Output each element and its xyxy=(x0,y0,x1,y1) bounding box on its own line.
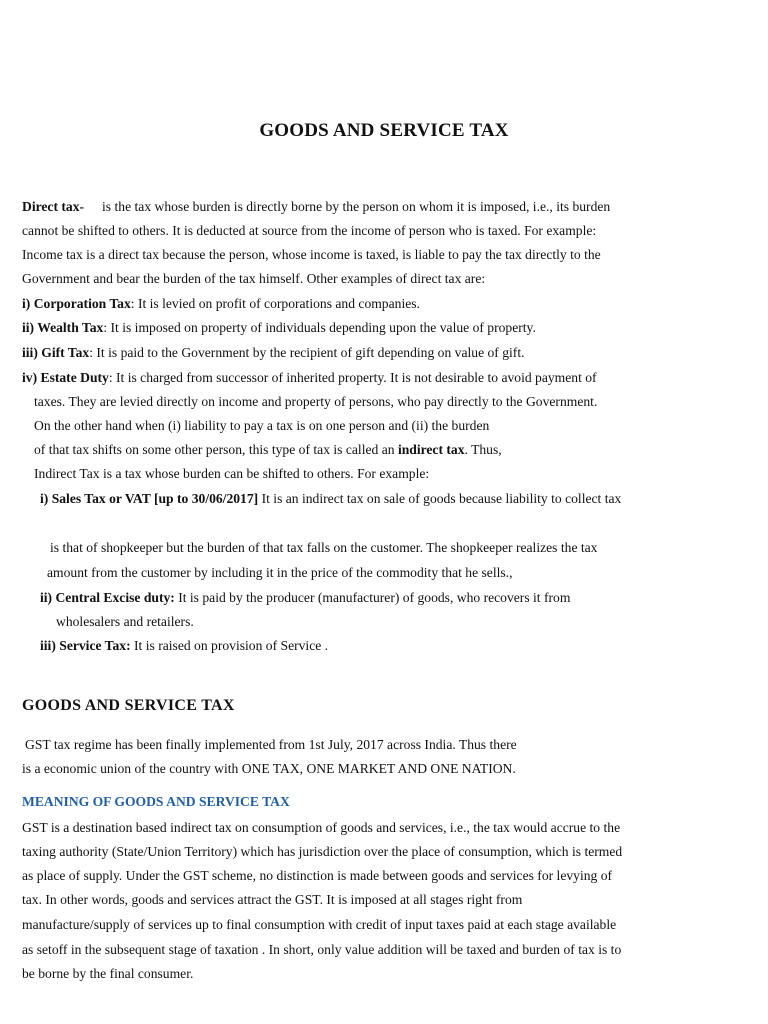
direct-tax-line-1-text: is the tax whose burden is directly borne by the person on whom it is imposed, i.e., its burden xyxy=(102,199,611,214)
meaning-line: as setoff in the subsequent stage of taxation . In short, only value addition will be taxed and burden of tax is to xyxy=(22,942,622,957)
gst-intro-line-1: GST tax regime has been finally implemented from 1st July, 2017 across India. Thus there xyxy=(25,737,517,752)
indirect-line-3: Indirect Tax is a tax whose burden can be shifted to others. For example: xyxy=(34,466,430,481)
excise-duty-text: It is paid by the producer (manufacturer) of goods, who recovers it from xyxy=(174,590,571,605)
indirect-line-2-pre: of that tax shifts on some other person, this type of tax is called an xyxy=(34,442,398,457)
indirect-item-sales xyxy=(40,490,621,508)
direct-item-gift xyxy=(22,344,525,362)
direct-item-wealth xyxy=(22,319,536,337)
sales-tax-term: i) Sales Tax or VAT [up to 30/06/2017] xyxy=(40,491,259,506)
indirect-line-1: On the other hand when (i) liability to pay a tax is on one person and (ii) the burden xyxy=(34,418,490,433)
page-title: GOODS AND SERVICE TAX xyxy=(259,120,509,141)
excise-duty-continuation: wholesalers and retailers. xyxy=(56,614,194,629)
direct-item-text: : It is charged from successor of inherited property. It is not desirable to avoid payment of xyxy=(108,370,597,385)
direct-item-term: i) Corporation Tax xyxy=(22,296,131,311)
direct-tax-line-4: Government and bear the burden of the tax himself. Other examples of direct tax are: xyxy=(22,271,486,286)
sales-tax-text: It is an indirect tax on sale of goods because liability to collect tax xyxy=(258,491,622,506)
direct-item-estate xyxy=(22,369,597,387)
direct-item-term: iii) Gift Tax xyxy=(22,345,90,360)
excise-duty-term: ii) Central Excise duty: xyxy=(40,590,175,605)
gst-intro-line-2: is a economic union of the country with ONE TAX, ONE MARKET AND ONE NATION. xyxy=(22,761,516,776)
direct-item-term: iv) Estate Duty xyxy=(22,370,109,385)
sales-tax-continuation-1: is that of shopkeeper but the burden of that tax falls on the customer. The shopkeeper realizes the tax xyxy=(50,540,598,555)
gst-section-heading: GOODS AND SERVICE TAX xyxy=(22,697,235,714)
meaning-line: manufacture/supply of services up to final consumption with credit of input taxes paid at each stage available xyxy=(22,917,617,932)
direct-item-text: : It is levied on profit of corporations and companies. xyxy=(130,296,420,311)
sales-tax-continuation-2: amount from the customer by including it in the price of the commodity that he sells., xyxy=(47,565,513,580)
meaning-line: tax. In other words, goods and services attract the GST. It is imposed at all stages right from xyxy=(22,892,523,907)
service-tax-text: It is raised on provision of Service . xyxy=(130,638,329,653)
meaning-line: GST is a destination based indirect tax on consumption of goods and services, i.e., the tax would accrue to the xyxy=(22,820,621,835)
meaning-line: taxing authority (State/Union Territory) which has jurisdiction over the place of consumption, which is termed xyxy=(22,844,623,859)
direct-tax-line-3: Income tax is a direct tax because the person, whose income is taxed, is liable to pay the tax directly to the xyxy=(22,247,601,262)
service-tax-term: iii) Service Tax: xyxy=(40,638,131,653)
indirect-item-excise xyxy=(40,589,570,607)
direct-item-text: : It is paid to the Government by the recipient of gift depending on value of gift. xyxy=(89,345,525,360)
direct-tax-line-1 xyxy=(22,198,610,216)
direct-item-corporation xyxy=(22,295,420,313)
direct-item-term: ii) Wealth Tax xyxy=(22,320,104,335)
meaning-line: as place of supply. Under the GST scheme, no distinction is made between goods and services for levying of xyxy=(22,868,613,883)
direct-tax-line-2: cannot be shifted to others. It is deducted at source from the income of person who is taxed. For example: xyxy=(22,223,597,238)
indirect-item-service xyxy=(40,637,328,655)
indirect-line-2 xyxy=(34,441,502,459)
estate-duty-continuation: taxes. They are levied directly on income and property of persons, who pay directly to the Government. xyxy=(34,394,598,409)
indirect-tax-term: indirect tax xyxy=(397,442,465,457)
direct-tax-term: Direct tax- xyxy=(22,199,85,214)
direct-item-text: : It is imposed on property of individuals depending upon the value of property. xyxy=(103,320,536,335)
indirect-line-2-post: . Thus, xyxy=(464,442,502,457)
meaning-heading: MEANING OF GOODS AND SERVICE TAX xyxy=(22,794,290,809)
meaning-line: be borne by the final consumer. xyxy=(22,966,194,981)
